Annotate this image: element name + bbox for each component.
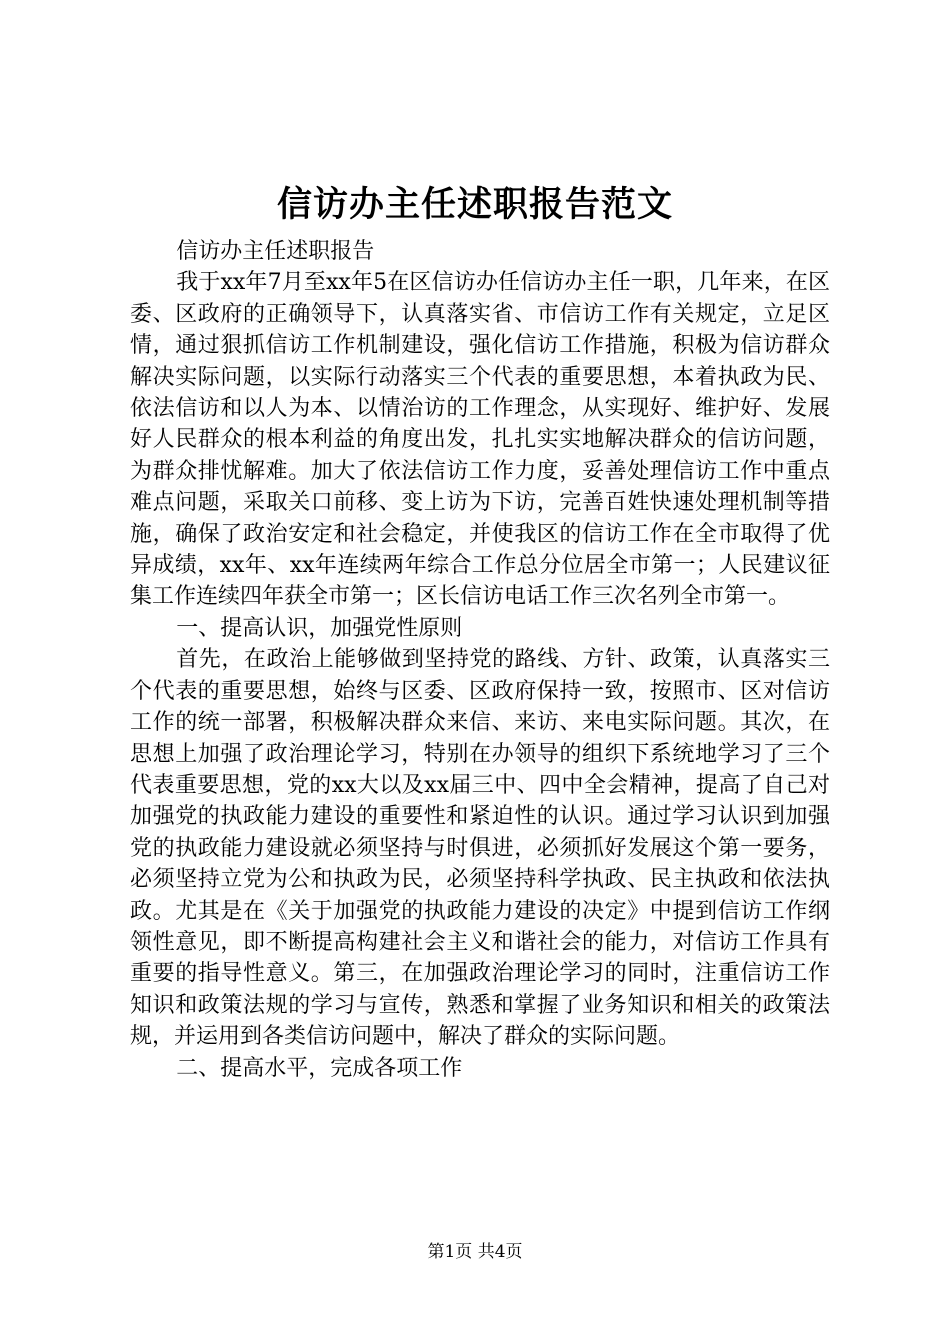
section-heading-2: 二、提高水平，完成各项工作 <box>176 1055 463 1081</box>
page-number-footer: 第1页 共4页 <box>427 1242 523 1262</box>
document-body <box>130 236 830 1084</box>
intro-paragraph: 我于xx年7月至xx年5在区信访办任信访办主任一职，几年来，在区委、区政府的正确领导下，认真落实省、市信访工作有关规定，立足区情，通过狠抓信访工作机制建设，强化信访工作措施，积极为信访群众解决实际问题，以实际行动落实三个代表的重要思想，本着执政为民、依法信访和以人为本、以情治访的工作理念，从实现好、维护好、发展好人民群众的根本利益的角度出发，扎扎实实地解决群众的信访问题，为群众排忧解难。加大了依法信访工作力度，妥善处理信访工作中重点难点问题，采取关口前移、变上访为下访，完善百姓快速处理机制等措施，确保了政治安定和社会稳定，并使我区的信访工作在全市取得了优异成绩，xx年、xx年连续两年综合工作总分位居全市第一；人民建议征集工作连续四年获全市第一；区长信访电话工作三次名列全市第一。 <box>130 270 830 610</box>
subtitle-paragraph: 信访办主任述职报告 <box>176 239 375 264</box>
document-title: 信访办主任述职报告范文 <box>276 184 673 225</box>
section-1-paragraph: 首先，在政治上能够做到坚持党的路线、方针、政策，认真落实三个代表的重要思想，始终与区委、区政府保持一致，按照市、区对信访工作的统一部署，积极解决群众来信、来访、来电实际问题。其次，在思想上加强了政治理论学习，特别在办领导的组织下系统地学习了三个代表重要思想，党的xx大以及xx届三中、四中全会精神，提高了自己对加强党的执政能力建设的重要性和紧迫性的认识。通过学习认识到加强党的执政能力建设就必须坚持与时俱进，必须抓好发展这个第一要务，必须坚持立党为公和执政为民，必须坚持科学执政、民主执政和依法执政。尤其是在《关于加强党的执政能力建设的决定》中提到信访工作纲领性意见，即不断提高构建社会主义和谐社会的能力，对信访工作具有重要的指导性意义。第三，在加强政治理论学习的同时，注重信访工作知识和政策法规的学习与宣传，熟悉和掌握了业务知识和相关的政策法规，并运用到各类信访问题中，解决了群众的实际问题。 <box>130 647 830 1050</box>
section-heading-1: 一、提高认识，加强党性原则 <box>176 615 463 641</box>
